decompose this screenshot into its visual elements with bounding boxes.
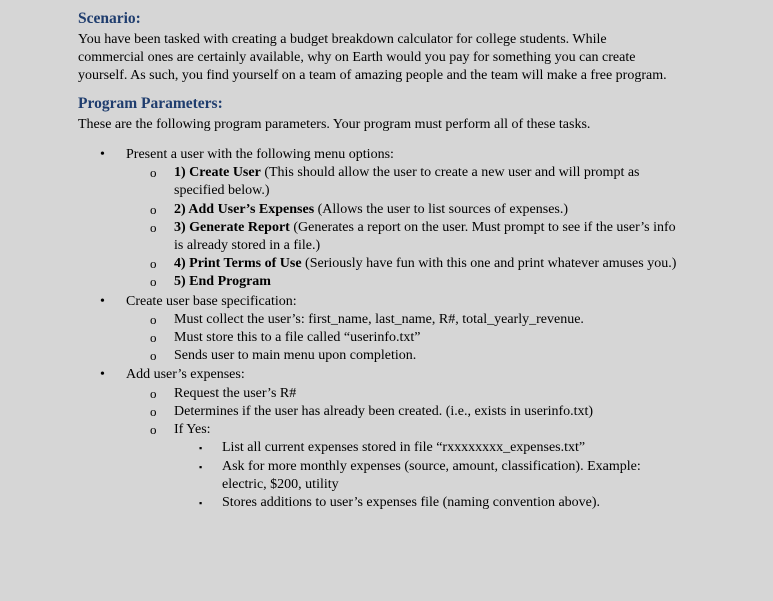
menu-item-desc: (Generates a report on the user. Must prompt to see if the user’s info [289,220,676,235]
list-item: Sends user to main menu upon completion. [174,348,417,363]
menu-item-terms-of-use [174,255,676,273]
menu-item-add-expenses [174,201,568,219]
bullet-marker: • [100,367,105,382]
scenario-heading: Scenario: [78,10,141,27]
sub-list-item-continuation: electric, $200, utility [222,477,339,492]
add-expenses-label: Add user’s expenses: [126,367,245,382]
menu-item-desc: (This should allow the user to create a new user and will prompt as [260,165,640,180]
circle-marker: o [150,404,157,419]
circle-marker: o [150,274,157,289]
square-marker: ▪ [199,443,203,453]
circle-marker: o [150,312,157,327]
bullet-marker: • [100,294,105,309]
menu-label: Present a user with the following menu options: [126,147,394,162]
sub-list-item: List all current expenses stored in file “rxxxxxxxx_expenses.txt” [222,440,586,455]
list-item: Must store this to a file called “userinfo.txt” [174,330,421,345]
circle-marker: o [150,348,157,363]
circle-marker: o [150,202,157,217]
scenario-line: yourself. As such, you find yourself on a team of amazing people and the team will make a free program. [78,68,667,83]
circle-marker: o [150,165,157,180]
menu-item-end-program [174,273,271,291]
scenario-line: commercial ones are certainly available, why on Earth would you pay for something you can create [78,50,636,65]
scenario-line: You have been tasked with creating a budget breakdown calculator for college students. While [78,32,607,47]
parameters-intro: These are the following program parameters. Your program must perform all of these tasks. [78,117,591,132]
menu-item-desc: (Seriously have fun with this one and print whatever amuses you.) [301,256,677,271]
list-item: Must collect the user’s: first_name, last_name, R#, total_yearly_revenue. [174,312,584,327]
menu-item-create-user [174,164,640,182]
sub-list-item: Ask for more monthly expenses (source, amount, classification). Example: [222,459,641,474]
bullet-marker: • [100,147,105,162]
circle-marker: o [150,330,157,345]
create-user-label: Create user base specification: [126,294,297,309]
parameters-heading: Program Parameters: [78,95,223,112]
menu-item-desc: (Allows the user to list sources of expenses.) [314,202,569,217]
list-item: If Yes: [174,422,211,437]
menu-item-title: 1) Create User [174,165,261,180]
circle-marker: o [150,256,157,271]
circle-marker: o [150,386,157,401]
list-item: Request the user’s R# [174,386,297,401]
menu-item-title: 3) Generate Report [174,220,290,235]
menu-item-continuation: is already stored in a file.) [174,238,321,253]
circle-marker: o [150,422,157,437]
list-item: Determines if the user has already been created. (i.e., exists in userinfo.txt) [174,404,594,419]
square-marker: ▪ [199,498,203,508]
menu-item-generate-report [174,219,676,237]
square-marker: ▪ [199,462,203,472]
menu-item-continuation: specified below.) [174,183,270,198]
menu-item-title: 2) Add User’s Expenses [174,202,315,217]
menu-item-title: 5) End Program [174,274,271,289]
menu-item-title: 4) Print Terms of Use [174,256,302,271]
circle-marker: o [150,220,157,235]
sub-list-item: Stores additions to user’s expenses file (naming convention above). [222,495,601,510]
scenario-paragraph [78,31,738,85]
